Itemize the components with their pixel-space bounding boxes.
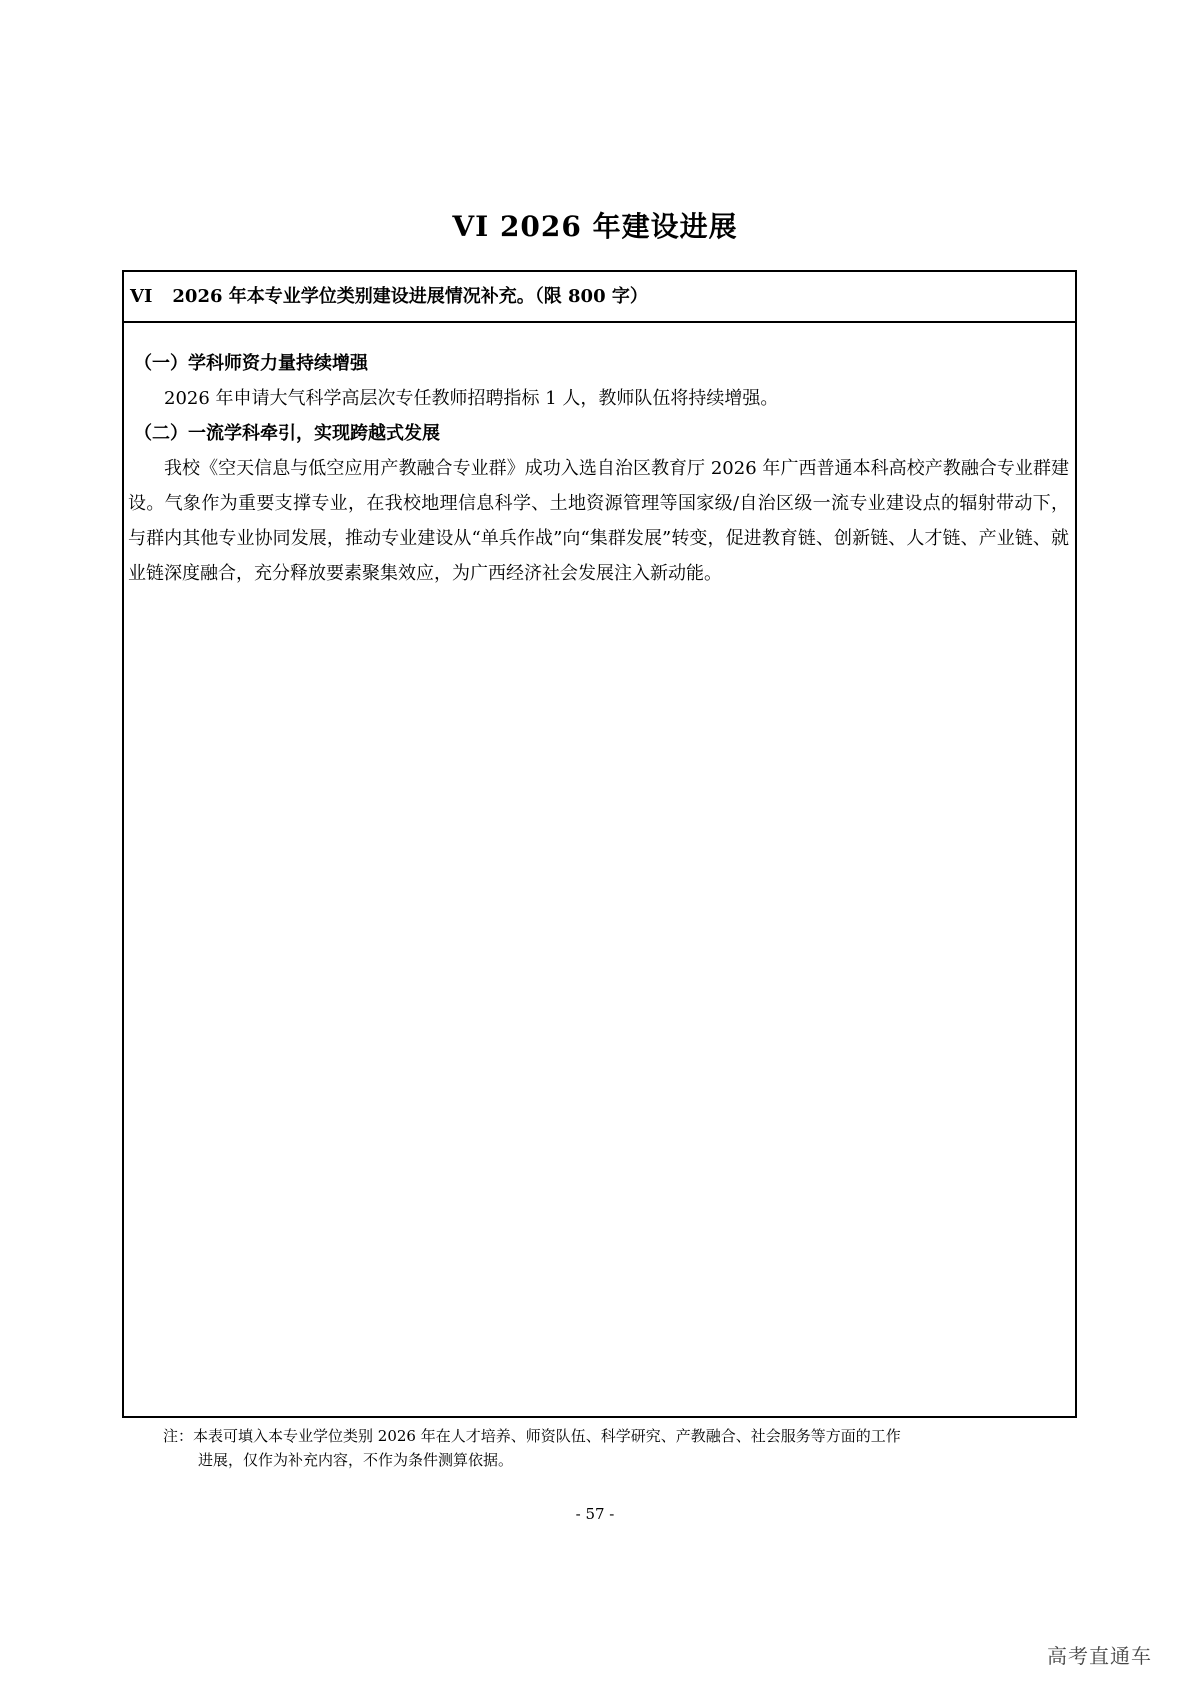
page-title: VI 2026 年建设进展 bbox=[452, 210, 738, 243]
table-content bbox=[128, 346, 1069, 591]
paragraph-discipline: 我校《空天信息与低空应用产教融合专业群》成功入选自治区教育厅 2026 年广西普通本科高校产教融合专业群建设。气象作为重要支撑专业，在我校地理信息科学、土地资源管理等国家级/自治区级一流专业建设点的辐射带动下，与群内其他专业协同发展，推动专业建设从“单兵作战”向“集群发展”转变，促进教育链、创新链、人才链、产业链、就业链深度融合，充分释放要素聚集效应，为广西经济社会发展注入新动能。 bbox=[128, 458, 1069, 584]
watermark: 高考直通车 bbox=[1047, 1644, 1152, 1668]
paragraph-faculty: 2026 年申请大气科学高层次专任教师招聘指标 1 人，教师队伍将持续增强。 bbox=[164, 388, 779, 409]
subheading-discipline: （二）一流学科牵引，实现跨越式发展 bbox=[134, 423, 440, 444]
header-text: 2026 年本专业学位类别建设进展情况补充。（限 800 字） bbox=[172, 286, 648, 307]
table-header-row bbox=[124, 272, 1075, 323]
progress-table bbox=[122, 270, 1077, 1418]
subheading-faculty: （一）学科师资力量持续增强 bbox=[134, 353, 368, 374]
page-number: - 57 - bbox=[575, 1505, 615, 1523]
footnote-line-2: 进展，仅作为补充内容，不作为条件测算依据。 bbox=[198, 1451, 514, 1469]
footnote-line-1: 注：本表可填入本专业学位类别 2026 年在人才培养、师资队伍、科学研究、产教融合、社会服务等方面的工作 bbox=[163, 1427, 901, 1445]
footnote bbox=[163, 1424, 1043, 1472]
header-section-number: VI bbox=[130, 286, 153, 307]
